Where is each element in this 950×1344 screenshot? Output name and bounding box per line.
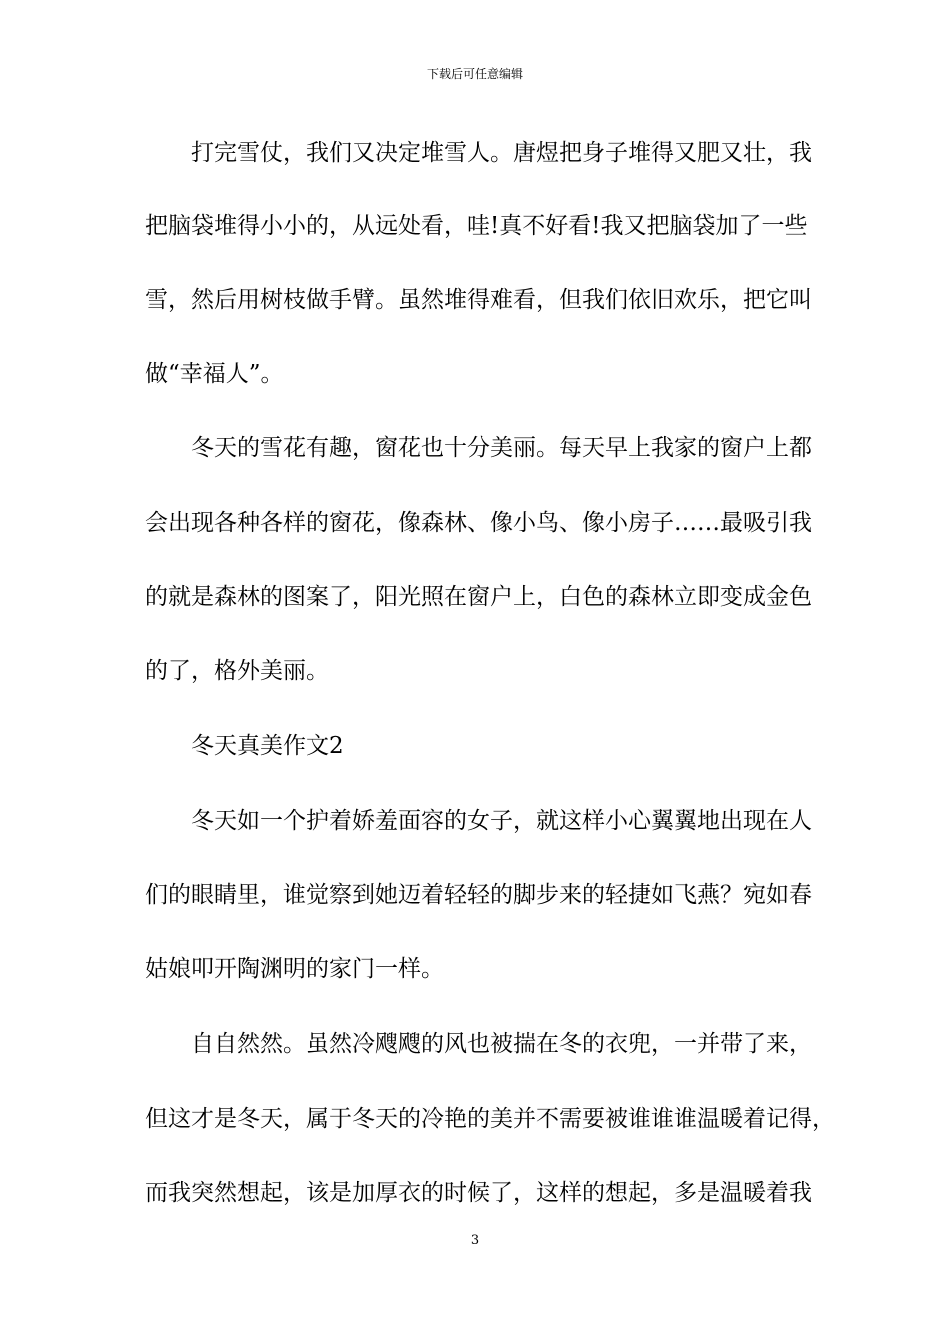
- page-header: 下载后可任意编辑: [426, 67, 523, 81]
- paragraph-line: 姑娘叩开陶渊明的家门一样。: [145, 956, 444, 982]
- paragraph-line: 的了，格外美丽。: [145, 658, 329, 684]
- paragraph-line: 雪，然后用树枝做手臂。虽然堆得难看，但我们依旧欢乐，把它叫: [145, 287, 812, 313]
- paragraph-line: 们的眼睛里，谁觉察到她迈着轻轻的脚步来的轻捷如飞燕？宛如春: [145, 882, 812, 908]
- paragraph-line: 会出现各种各样的窗花，像森林、像小鸟、像小房子……最吸引我: [145, 510, 812, 536]
- page-number: 3: [470, 1233, 480, 1248]
- paragraph-line: 但这才是冬天，属于冬天的冷艳的美并不需要被谁谁谁温暖着记得，: [145, 1106, 835, 1132]
- paragraph-line: 把脑袋堆得小小的，从远处看，哇!真不好看!我又把脑袋加了一些: [145, 213, 808, 239]
- paragraph-line: 打完雪仗，我们又决定堆雪人。唐煜把身子堆得又肥又壮，我: [191, 140, 812, 166]
- paragraph-line: 而我突然想起，该是加厚衣的时候了，这样的想起，多是温暖着我: [145, 1180, 812, 1206]
- section-heading: 冬天真美作文2: [191, 733, 344, 759]
- paragraph-line: 冬天如一个护着娇羞面容的女子，就这样小心翼翼地出现在人: [191, 808, 812, 834]
- paragraph-line: 冬天的雪花有趣，窗花也十分美丽。每天早上我家的窗户上都: [191, 435, 812, 461]
- paragraph-line: 做“幸福人”。: [145, 361, 284, 387]
- paragraph-line: 自自然然。虽然冷飕飕的风也被揣在冬的衣兜，一并带了来，: [191, 1031, 812, 1057]
- paragraph-line: 的就是森林的图案了，阳光照在窗户上，白色的森林立即变成金色: [145, 584, 812, 610]
